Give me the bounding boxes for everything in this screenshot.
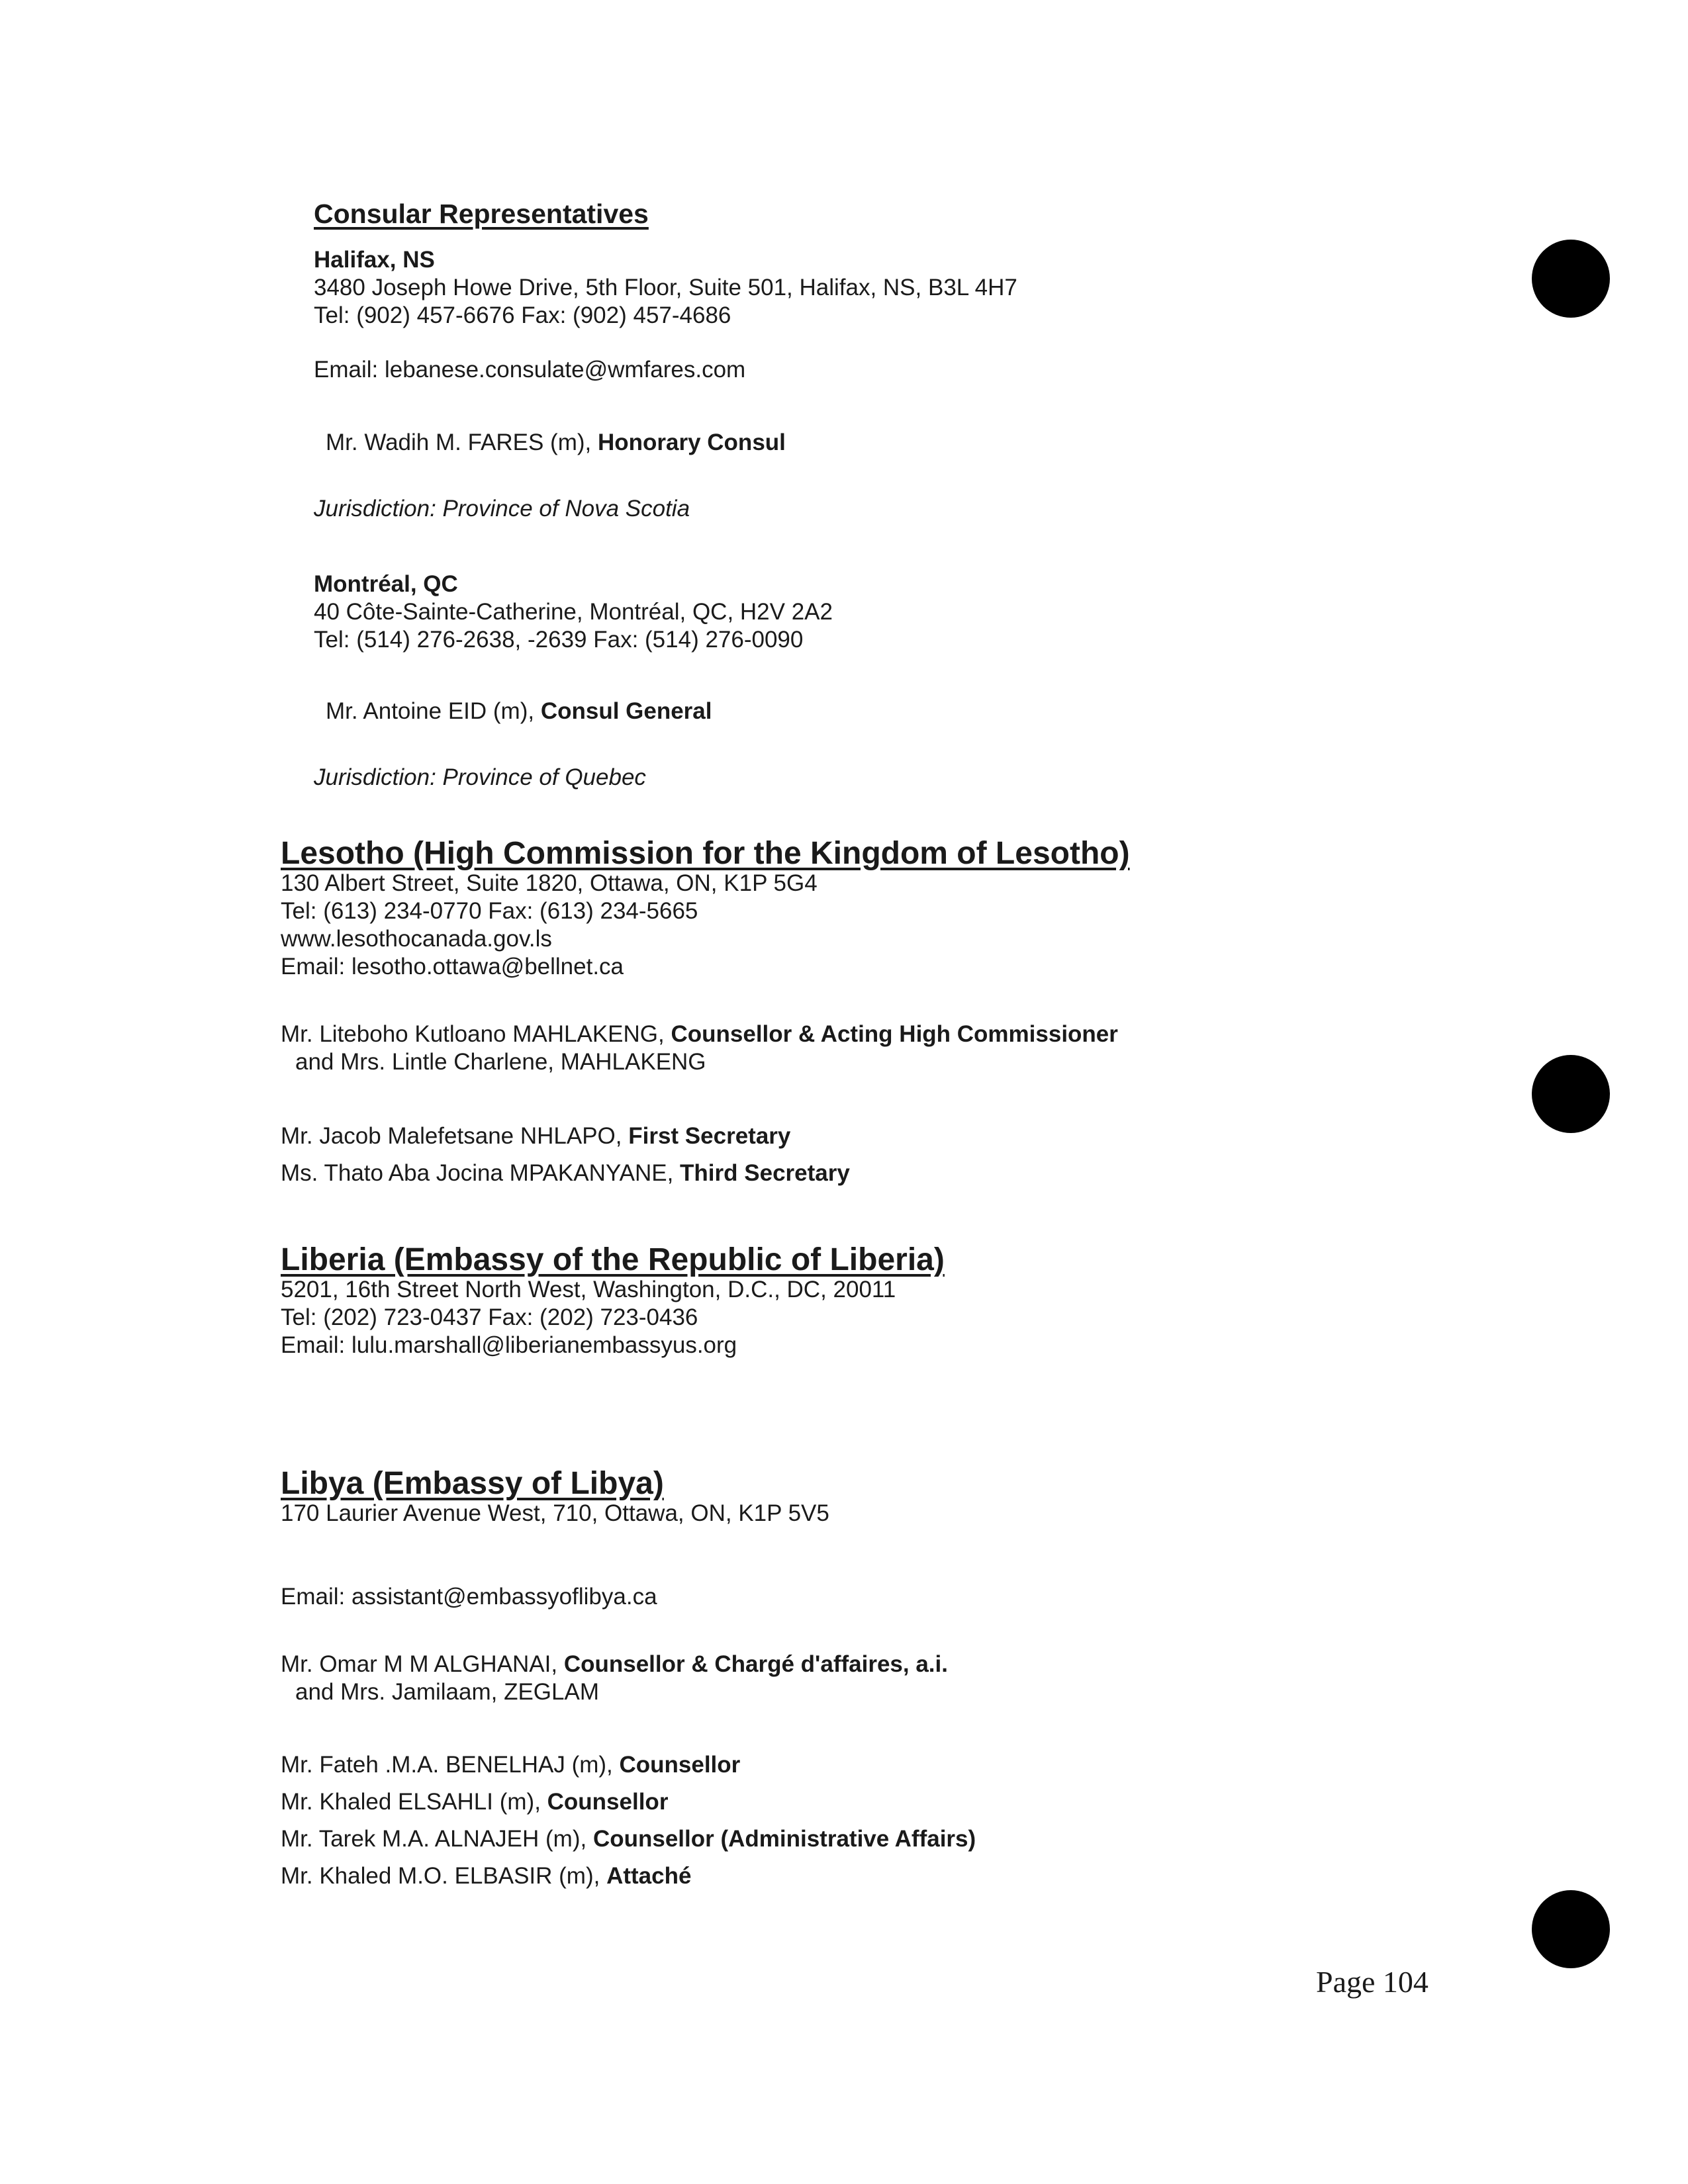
staff-name: Mr. Omar M M ALGHANAI, [281, 1651, 564, 1677]
staff-name: Mr. Tarek M.A. ALNAJEH (m), [281, 1826, 593, 1852]
staff-name: Mr. Khaled M.O. ELBASIR (m), [281, 1863, 607, 1889]
lesotho-phone: Tel: (613) 234-0770 Fax: (613) 234-5665 [281, 898, 698, 924]
binder-hole-top [1532, 240, 1610, 318]
staff-name: Mr. Jacob Malefetsane NHLAPO, [281, 1123, 629, 1149]
liberia-heading: Liberia (Embassy of the Republic of Liberia) [281, 1242, 945, 1277]
libya-email: Email: assistant@embassyoflibya.ca [281, 1584, 657, 1610]
person-title: Consul General [540, 698, 712, 724]
person-title: Honorary Consul [597, 430, 786, 455]
lesotho-staff-1 [281, 1021, 1118, 1048]
staff-title: First Secretary [628, 1123, 791, 1149]
lesotho-web: www.lesothocanada.gov.ls [281, 926, 552, 952]
libya-staff-1 [281, 1651, 948, 1678]
halifax-city: Halifax, NS [314, 247, 435, 273]
staff-title: Counsellor [547, 1789, 669, 1815]
halifax-email: Email: lebanese.consulate@wmfares.com [314, 357, 746, 383]
page-number: Page 104 [1316, 1965, 1429, 1999]
libya-staff-1-spouse: and Mrs. Jamilaam, ZEGLAM [295, 1679, 599, 1705]
person-name: Mr. Wadih M. FARES (m), [326, 430, 598, 455]
lesotho-address: 130 Albert Street, Suite 1820, Ottawa, ON, K1P 5G4 [281, 870, 818, 896]
halifax-phone: Tel: (902) 457-6676 Fax: (902) 457-4686 [314, 302, 731, 328]
montreal-person [326, 698, 712, 725]
staff-title: Third Secretary [680, 1160, 850, 1186]
libya-staff-4 [281, 1825, 976, 1853]
libya-staff-2 [281, 1751, 740, 1779]
halifax-jurisdiction: Jurisdiction: Province of Nova Scotia [314, 496, 690, 522]
binder-hole-middle [1532, 1055, 1610, 1133]
libya-staff-5 [281, 1862, 691, 1890]
lesotho-staff-3 [281, 1160, 850, 1187]
lesotho-email: Email: lesotho.ottawa@bellnet.ca [281, 954, 624, 979]
staff-name: Mr. Khaled ELSAHLI (m), [281, 1789, 547, 1815]
liberia-phone: Tel: (202) 723-0437 Fax: (202) 723-0436 [281, 1304, 698, 1330]
halifax-address: 3480 Joseph Howe Drive, 5th Floor, Suite 501, Halifax, NS, B3L 4H7 [314, 275, 1017, 300]
libya-heading: Libya (Embassy of Libya) [281, 1466, 664, 1501]
staff-title: Attaché [606, 1863, 692, 1889]
staff-name: Mr. Fateh .M.A. BENELHAJ (m), [281, 1752, 620, 1778]
staff-title: Counsellor & Chargé d'affaires, a.i. [563, 1651, 948, 1677]
halifax-person [326, 429, 786, 457]
staff-title: Counsellor & Acting High Commissioner [671, 1021, 1118, 1047]
lesotho-heading: Lesotho (High Commission for the Kingdom of Lesotho) [281, 836, 1130, 871]
consular-heading: Consular Representatives [314, 199, 649, 229]
staff-title: Counsellor (Administrative Affairs) [592, 1826, 976, 1852]
montreal-address: 40 Côte-Sainte-Catherine, Montréal, QC, H2V 2A2 [314, 599, 833, 625]
binder-hole-bottom [1532, 1890, 1610, 1968]
staff-name: Mr. Liteboho Kutloano MAHLAKENG, [281, 1021, 671, 1047]
montreal-phone: Tel: (514) 276-2638, -2639 Fax: (514) 276-0090 [314, 627, 804, 653]
libya-address: 170 Laurier Avenue West, 710, Ottawa, ON, K1P 5V5 [281, 1500, 829, 1526]
montreal-jurisdiction: Jurisdiction: Province of Quebec [314, 764, 646, 790]
liberia-address: 5201, 16th Street North West, Washington, D.C., DC, 20011 [281, 1277, 896, 1302]
lesotho-staff-2 [281, 1122, 790, 1150]
lesotho-staff-1-spouse: and Mrs. Lintle Charlene, MAHLAKENG [295, 1049, 706, 1075]
libya-staff-3 [281, 1788, 668, 1816]
staff-name: Ms. Thato Aba Jocina MPAKANYANE, [281, 1160, 680, 1186]
staff-title: Counsellor [619, 1752, 741, 1778]
person-name: Mr. Antoine EID (m), [326, 698, 541, 724]
montreal-city: Montréal, QC [314, 571, 458, 597]
liberia-email: Email: lulu.marshall@liberianembassyus.org [281, 1332, 737, 1358]
